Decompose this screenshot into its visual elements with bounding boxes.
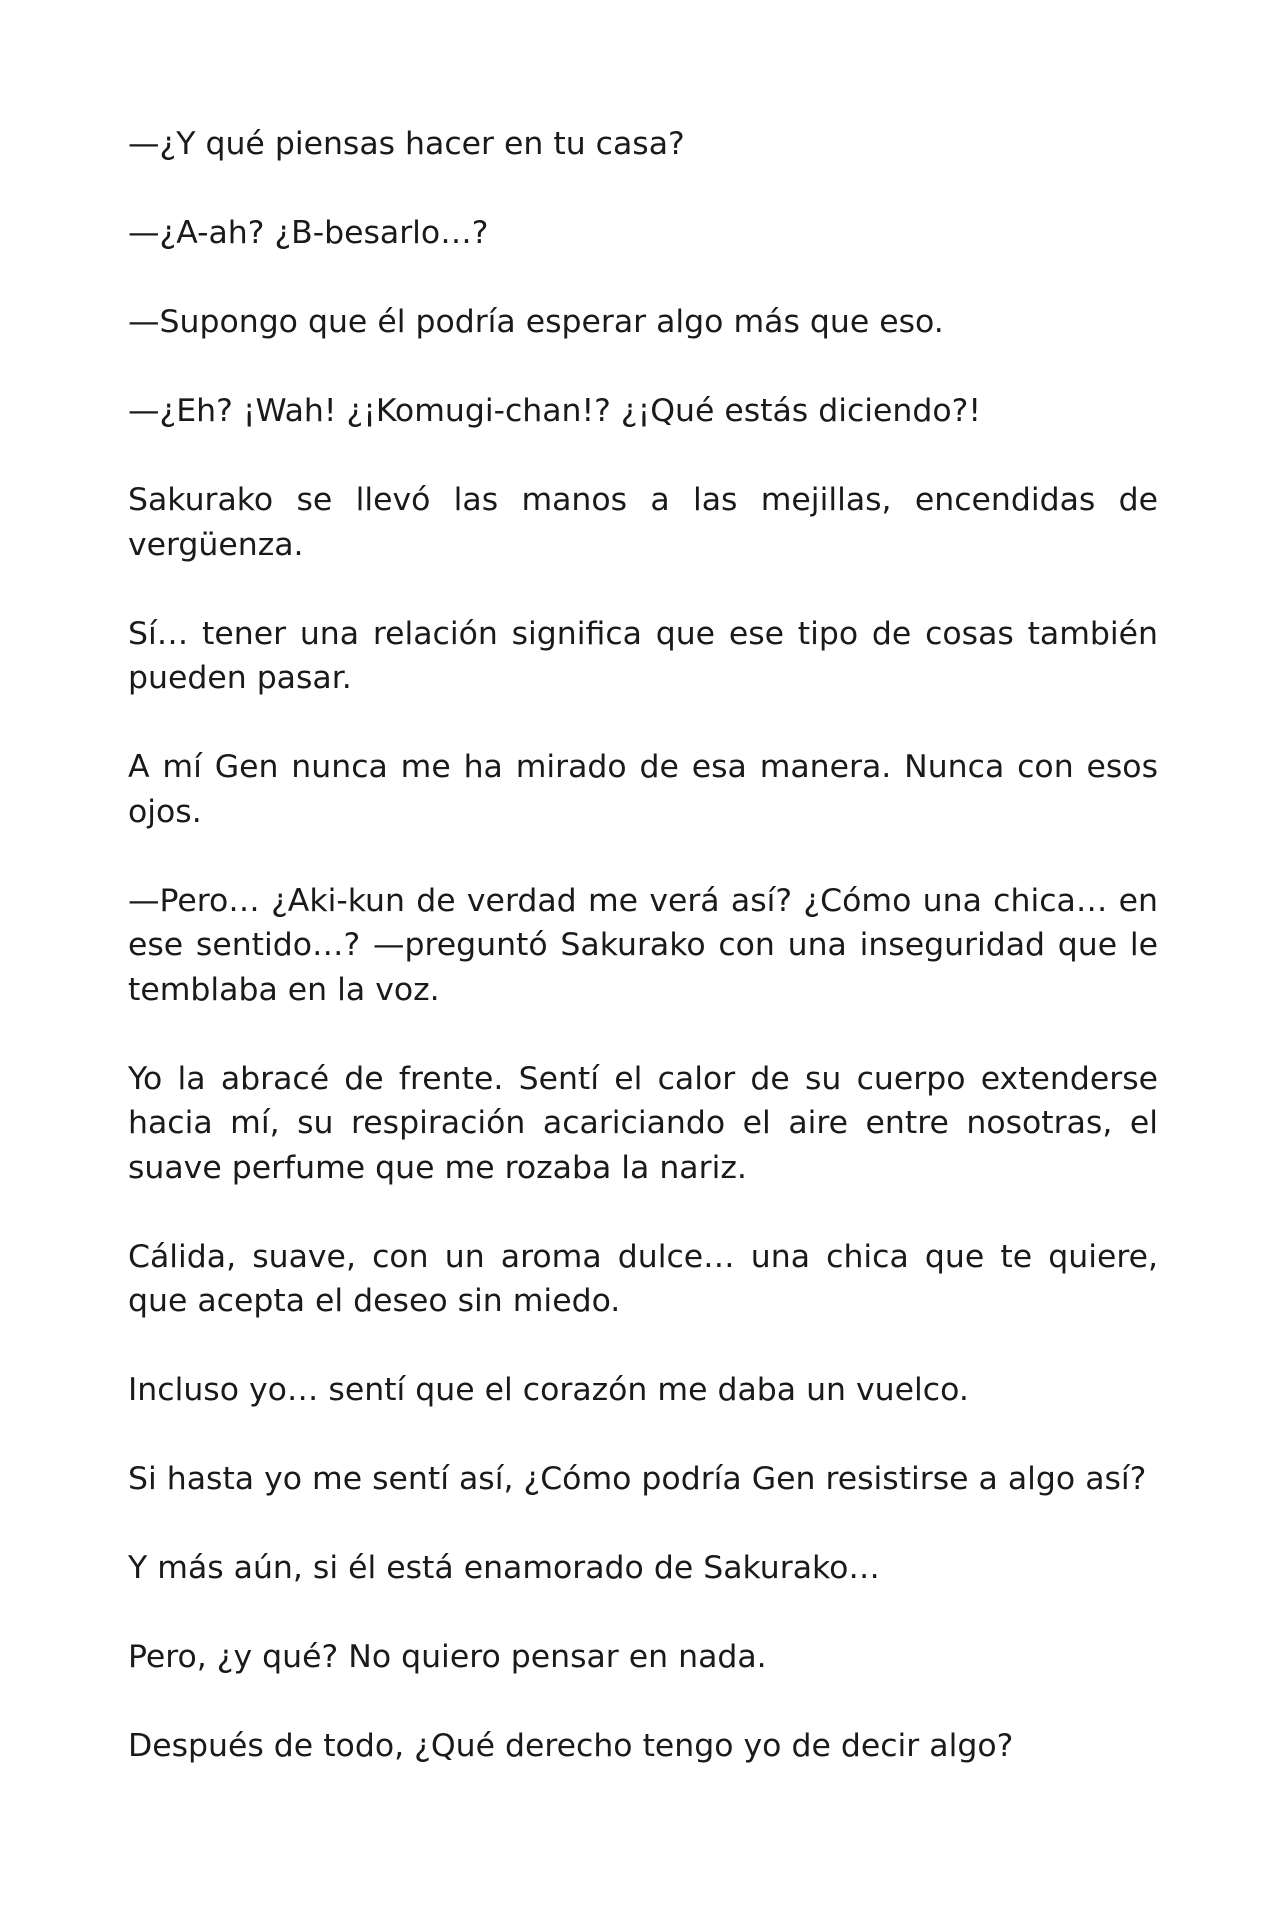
paragraph-6: Sí… tener una relación significa que ese tipo de cosas también pueden pasar. [128, 615, 1158, 696]
paragraph-5: Sakurako se llevó las manos a las mejillas, encendidas de vergüenza. [128, 482, 1158, 563]
paragraph-8: —Pero… ¿Aki-kun de verdad me verá así? ¿Cómo una chica… en ese sentido…? —preguntó Sakurako con una inseguridad que le temblaba en la voz. [128, 882, 1158, 1008]
text-body [128, 122, 1158, 1813]
paragraph-1: —¿Y qué piensas hacer en tu casa? [128, 126, 685, 162]
paragraph-9: Yo la abracé de frente. Sentí el calor de su cuerpo extenderse hacia mí, su respiración acariciando el aire entre nosotras, el suave perfume que me rozaba la nariz. [128, 1060, 1158, 1186]
paragraph-11: Incluso yo… sentí que el corazón me daba un vuelco. [128, 1372, 969, 1408]
paragraph-3: —Supongo que él podría esperar algo más que eso. [128, 304, 944, 340]
paragraph-13: Y más aún, si él está enamorado de Sakurako… [128, 1550, 880, 1586]
paragraph-2: —¿A-ah? ¿B-besarlo…? [128, 215, 489, 251]
paragraph-15: Después de todo, ¿Qué derecho tengo yo de decir algo? [128, 1728, 1014, 1764]
paragraph-7: A mí Gen nunca me ha mirado de esa manera. Nunca con esos ojos. [128, 749, 1158, 830]
paragraph-4: —¿Eh? ¡Wah! ¿¡Komugi-chan!? ¿¡Qué estás diciendo?! [128, 393, 982, 429]
paragraph-10: Cálida, suave, con un aroma dulce… una chica que te quiere, que acepta el deseo sin miedo. [128, 1238, 1158, 1319]
paragraph-14: Pero, ¿y qué? No quiero pensar en nada. [128, 1639, 767, 1675]
paragraph-12: Si hasta yo me sentí así, ¿Cómo podría Gen resistirse a algo así? [128, 1461, 1147, 1497]
